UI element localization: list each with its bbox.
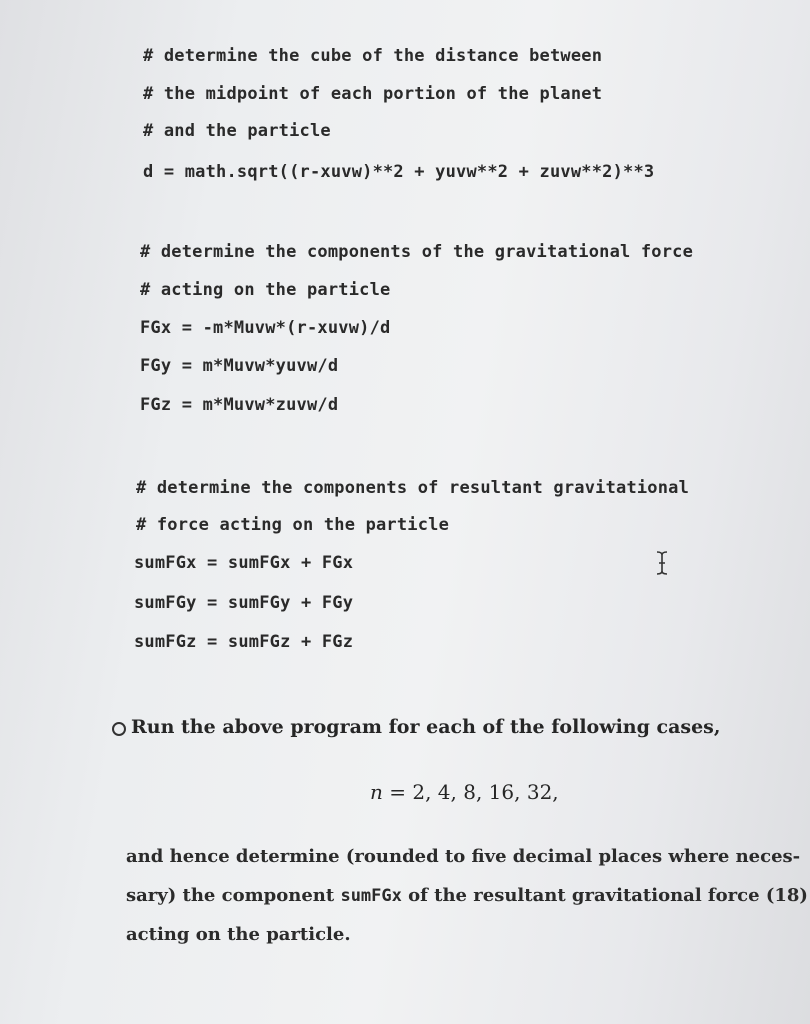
code-line: # the midpoint of each portion of the planet xyxy=(143,84,603,104)
code-line: # determine the cube of the distance between xyxy=(143,46,603,66)
paragraph-text: sary) the component xyxy=(126,885,341,906)
code-line: # determine the components of the gravitational force xyxy=(140,242,694,262)
paragraph-text: of the resultant gravitational force (18) xyxy=(401,885,808,906)
bullet-icon xyxy=(112,722,126,736)
equation-variable: n xyxy=(370,780,383,804)
code-line: # acting on the particle xyxy=(140,280,391,300)
code-line: FGy = m*Muvw*yuvw/d xyxy=(140,356,339,376)
bullet-text: Run the above program for each of the following cases, xyxy=(131,716,721,738)
code-line: # and the particle xyxy=(143,121,331,141)
paragraph-line: acting on the particle. xyxy=(126,924,351,945)
code-line: d = math.sqrt((r-xuvw)**2 + yuvw**2 + zuvw**2)**3 xyxy=(143,162,655,182)
code-line: sumFGx = sumFGx + FGx xyxy=(134,553,354,573)
code-line: sumFGy = sumFGy + FGy xyxy=(134,593,354,613)
equation xyxy=(370,780,559,804)
equation-values: = 2, 4, 8, 16, 32, xyxy=(382,780,559,804)
code-line: # determine the components of resultant gravitational xyxy=(136,478,690,498)
paragraph-line xyxy=(126,876,808,916)
text-cursor-icon xyxy=(655,551,669,575)
code-line: FGz = m*Muvw*zuvw/d xyxy=(140,395,339,415)
inline-code: sumFGx xyxy=(340,886,402,906)
code-line: # force acting on the particle xyxy=(136,515,450,535)
code-line: sumFGz = sumFGz + FGz xyxy=(134,632,354,652)
code-line: FGx = -m*Muvw*(r-xuvw)/d xyxy=(140,318,391,338)
paragraph-line: and hence determine (rounded to five decimal places where neces- xyxy=(126,846,801,867)
